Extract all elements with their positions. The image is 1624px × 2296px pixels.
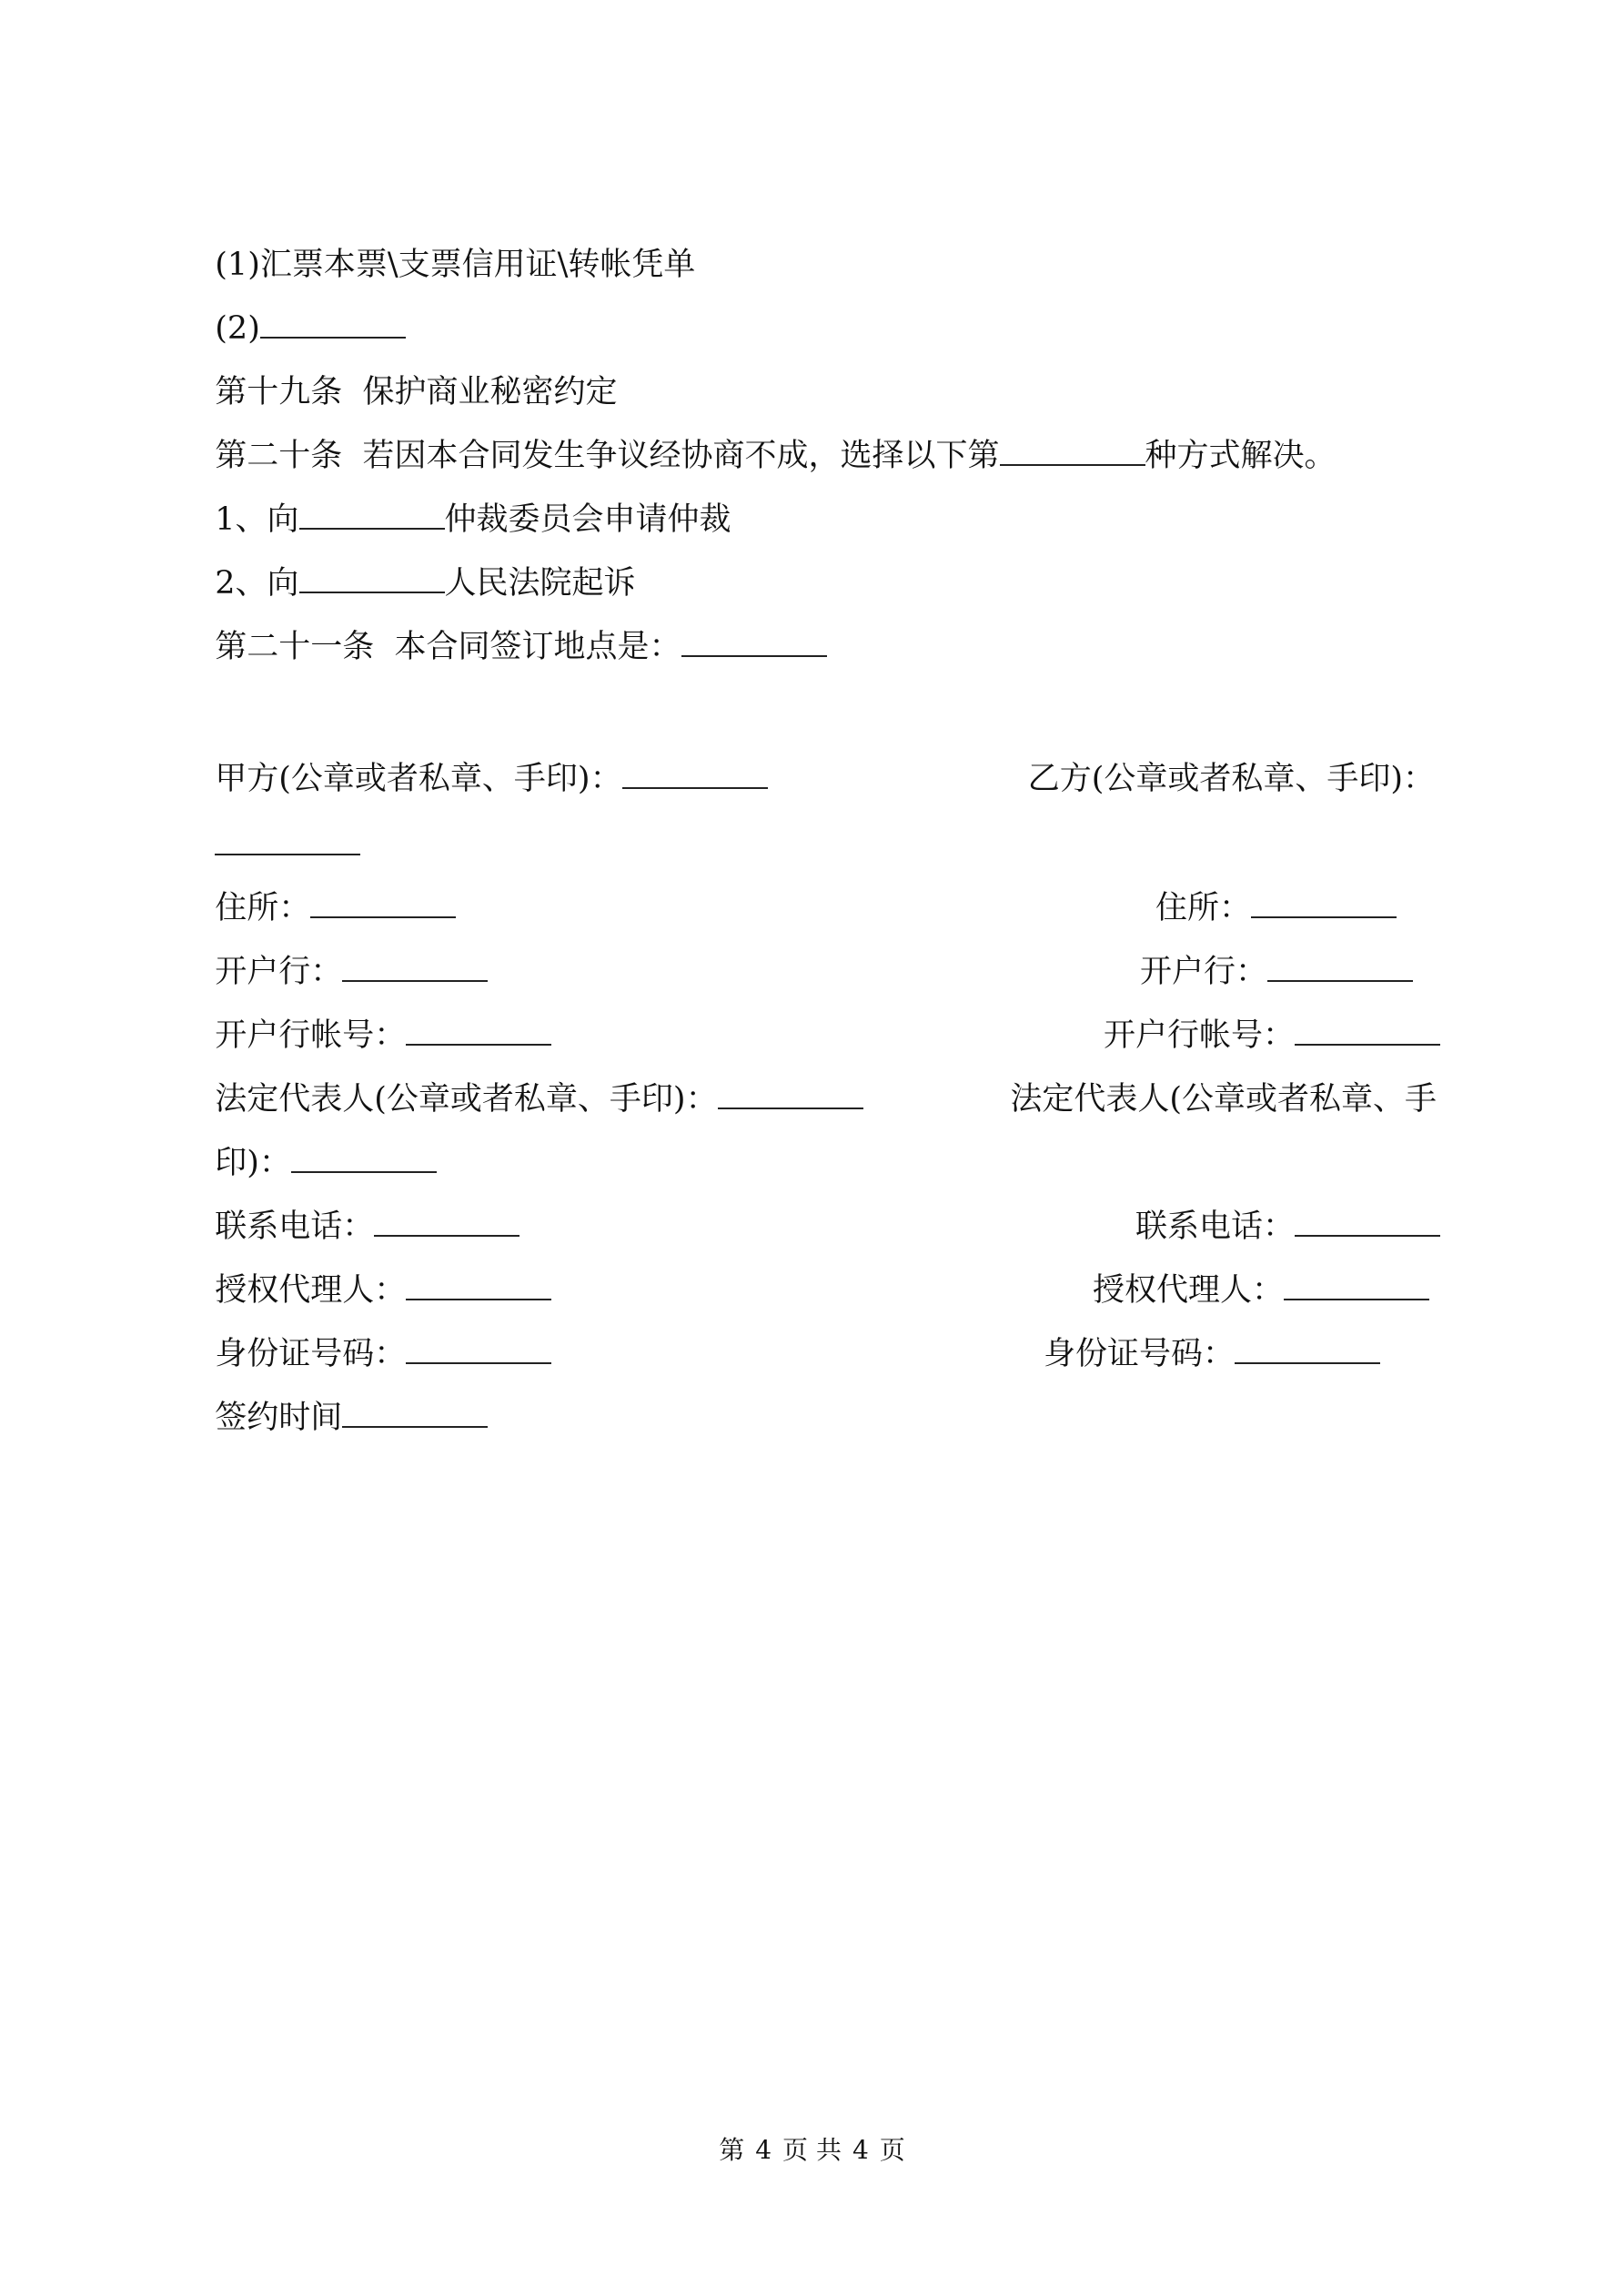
signing-date: 签约时间 bbox=[195, 1360, 488, 1437]
party-b-legal-rep: 法定代表人(公章或者私章、手 bbox=[1010, 1081, 1437, 1118]
signing-place-blank[interactable] bbox=[681, 630, 827, 657]
party-a-address: 住所： bbox=[195, 851, 456, 927]
total-pages: 4 bbox=[852, 2135, 869, 2165]
party-b-id: 身份证号码： bbox=[1024, 1297, 1380, 1373]
party-a-sign-blank[interactable] bbox=[622, 762, 768, 789]
party-a-sign: 甲方(公章或者私章、手印)： bbox=[195, 722, 768, 798]
party-b-sign: 乙方(公章或者私章、手印)： bbox=[1027, 761, 1435, 797]
payment-method-2: (2) bbox=[195, 271, 406, 348]
dispute-method-blank[interactable] bbox=[1000, 439, 1145, 466]
party-a-bank: 开户行： bbox=[195, 915, 488, 991]
dispute-option-1: 1、向 仲裁委员会申请仲裁 bbox=[215, 501, 731, 538]
signing-date-blank[interactable] bbox=[342, 1401, 488, 1428]
article-20: 第二十条 若因本合同发生争议经协商不成，选择以下第 种方式解决。 bbox=[215, 438, 1337, 474]
current-page: 4 bbox=[755, 2135, 772, 2165]
party-b-phone: 联系电话： bbox=[1115, 1169, 1440, 1246]
article-21: 第二十一条 本合同签订地点是： bbox=[195, 590, 827, 666]
article-19: 第十九条 保护商业秘密约定 bbox=[215, 374, 618, 410]
party-a-id: 身份证号码： bbox=[195, 1297, 551, 1373]
page-footer: 第 4 页 共 4 页 bbox=[719, 2135, 905, 2165]
party-a-legal-rep-blank[interactable] bbox=[718, 1082, 863, 1109]
party-b-address: 住所： bbox=[1135, 851, 1397, 927]
party-b-account: 开户行帐号： bbox=[1084, 978, 1440, 1055]
party-b-bank: 开户行： bbox=[1120, 915, 1413, 991]
party-b-legal-rep-continuation: 印)： bbox=[195, 1106, 437, 1182]
party-a-agent: 授权代理人： bbox=[195, 1233, 551, 1310]
party-b-agent: 授权代理人： bbox=[1073, 1233, 1429, 1310]
party-a-legal-rep: 法定代表人(公章或者私章、手印)： bbox=[195, 1042, 863, 1118]
party-a-phone: 联系电话： bbox=[195, 1169, 519, 1246]
party-b-id-blank[interactable] bbox=[1235, 1337, 1380, 1364]
dispute-option-2: 2、向 人民法院起诉 bbox=[215, 565, 636, 602]
party-a-account: 开户行帐号： bbox=[195, 978, 551, 1055]
payment-method-1: (1)汇票本票\支票信用证\转帐凭单 bbox=[215, 247, 696, 283]
